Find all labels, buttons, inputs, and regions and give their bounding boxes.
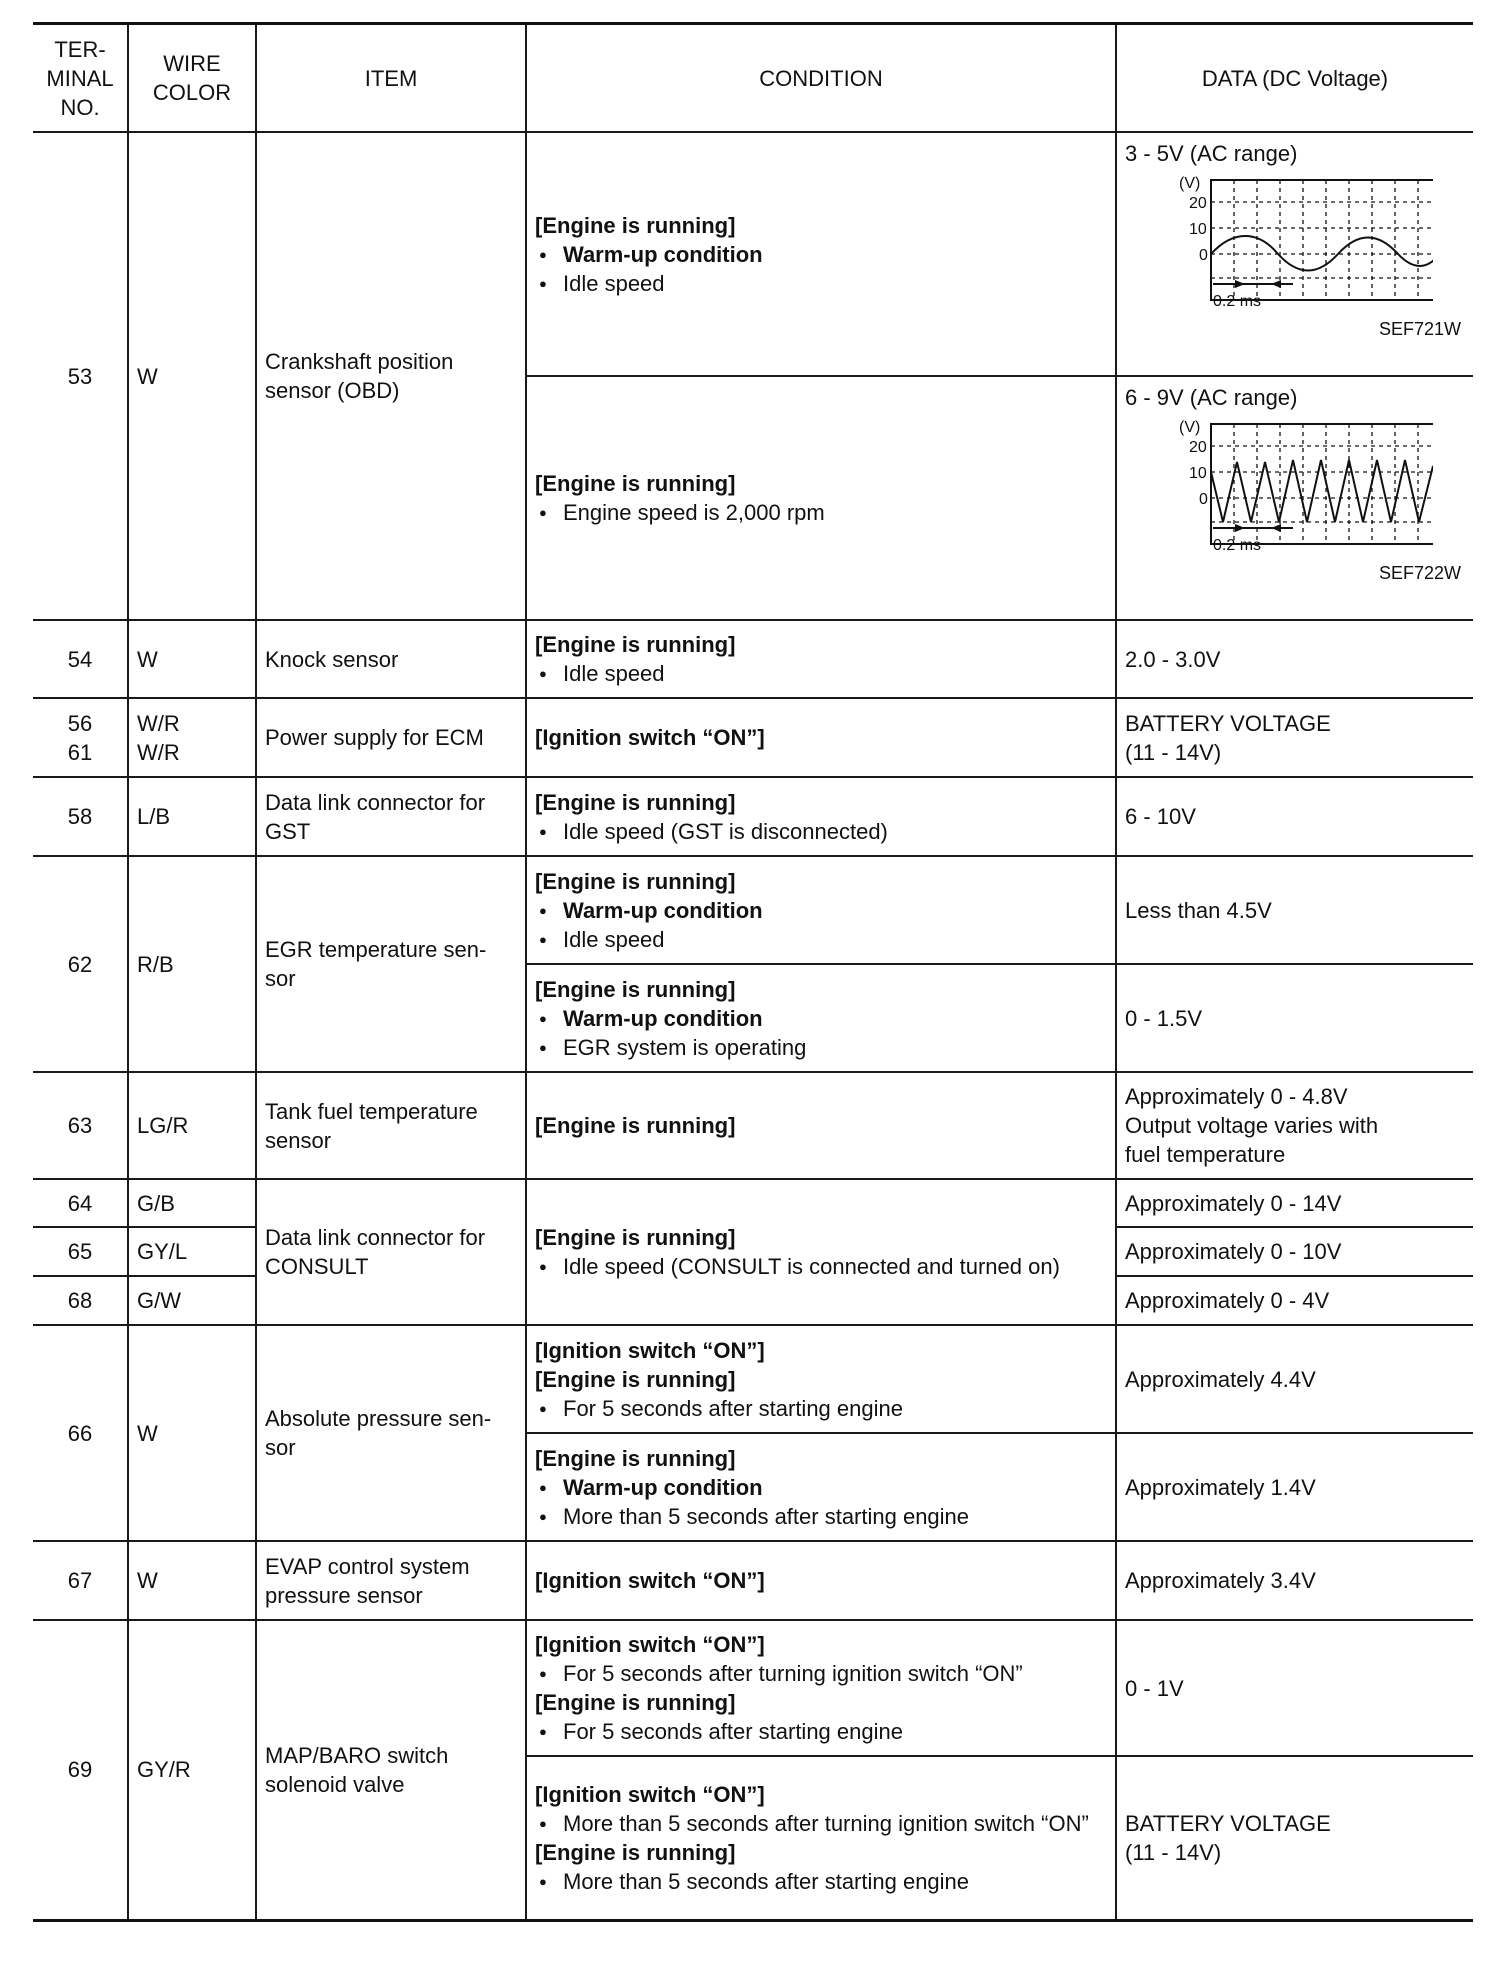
terminal-65: 65 xyxy=(33,1227,128,1276)
condition: [Engine is running] ● Warm-up condition ● More than 5 seconds after starting engine xyxy=(526,1433,1116,1541)
terminal-66: 66 xyxy=(33,1325,128,1541)
terminal-58: 58 xyxy=(33,777,128,856)
wire-color: R/B xyxy=(128,856,256,1072)
svg-text:0.2 ms: 0.2 ms xyxy=(1213,293,1262,310)
table-row xyxy=(33,1620,1473,1756)
terminal-56-61: 56 61 xyxy=(33,698,128,777)
data-value: Approximately 4.4V xyxy=(1116,1325,1473,1433)
wire-color: W xyxy=(128,620,256,698)
wire-color: G/B xyxy=(128,1179,256,1227)
svg-text:0: 0 xyxy=(1199,247,1208,264)
table-row xyxy=(33,777,1473,856)
condition: [Engine is running] ● Warm-up condition ● Idle speed xyxy=(526,132,1116,376)
terminal-64: 64 xyxy=(33,1179,128,1227)
oscilloscope-waveform-icon xyxy=(1153,416,1433,562)
item: Crankshaft position sensor (OBD) xyxy=(256,132,526,620)
data-value: Approximately 0 - 10V xyxy=(1116,1227,1473,1276)
table-row xyxy=(33,620,1473,698)
data-value: Approximately 3.4V xyxy=(1116,1541,1473,1620)
svg-text:10: 10 xyxy=(1189,221,1207,238)
svg-text:0.2 ms: 0.2 ms xyxy=(1213,537,1262,554)
table-row xyxy=(33,1179,1473,1227)
wire-color: GY/L xyxy=(128,1227,256,1276)
item: Data link connector for GST xyxy=(256,777,526,856)
wire-color: W xyxy=(128,1325,256,1541)
item: Power supply for ECM xyxy=(256,698,526,777)
condition: [Ignition switch “ON”] ● More than 5 seconds after turning ignition switch “ON” [Engine is running] ● More than 5 seconds after starting engine xyxy=(526,1756,1116,1920)
header-data: DATA (DC Voltage) xyxy=(1116,24,1473,133)
terminal-68: 68 xyxy=(33,1276,128,1325)
figure-code: SEF722W xyxy=(1378,563,1461,583)
condition: [Engine is running] ● Engine speed is 2,000 rpm xyxy=(526,376,1116,620)
svg-text:0: 0 xyxy=(1199,491,1208,508)
table-row xyxy=(33,698,1473,777)
condition: [Engine is running] ● Warm-up condition ● EGR system is operating xyxy=(526,964,1116,1072)
item: Data link connector for CONSULT xyxy=(256,1179,526,1325)
oscilloscope-waveform-icon xyxy=(1153,172,1433,318)
wire-color: LG/R xyxy=(128,1072,256,1179)
wire-color: G/W xyxy=(128,1276,256,1325)
wire-color: W xyxy=(128,1541,256,1620)
table-row xyxy=(33,1325,1473,1433)
table-row xyxy=(33,1072,1473,1179)
svg-text:(V): (V) xyxy=(1179,175,1201,192)
svg-text:20: 20 xyxy=(1189,195,1207,212)
svg-text:(V): (V) xyxy=(1179,419,1201,436)
data-value: Approximately 0 - 4.8V Output voltage varies with fuel temperature xyxy=(1116,1072,1473,1179)
data-value: 0 - 1.5V xyxy=(1116,964,1473,1072)
item: EGR temperature sen- sor xyxy=(256,856,526,1072)
data-value: 0 - 1V xyxy=(1116,1620,1473,1756)
terminal-69: 69 xyxy=(33,1620,128,1920)
item: Tank fuel temperature sensor xyxy=(256,1072,526,1179)
data-value: 6 - 9V (AC range) xyxy=(1125,385,1298,410)
condition: [Ignition switch “ON”] [Engine is running] ● For 5 seconds after starting engine xyxy=(526,1325,1116,1433)
data-waveform xyxy=(1116,132,1473,376)
condition: [Ignition switch “ON”] xyxy=(526,1541,1116,1620)
terminal-63: 63 xyxy=(33,1072,128,1179)
terminal-53: 53 xyxy=(33,132,128,620)
figure-code: SEF721W xyxy=(1378,319,1461,339)
wire-color: L/B xyxy=(128,777,256,856)
table-row xyxy=(33,132,1473,376)
svg-text:10: 10 xyxy=(1189,465,1207,482)
wire-color: W/R W/R xyxy=(128,698,256,777)
data-value: 6 - 10V xyxy=(1116,777,1473,856)
condition: [Engine is running] ● Idle speed xyxy=(526,620,1116,698)
header-condition: CONDITION xyxy=(526,24,1116,133)
table-row xyxy=(33,1541,1473,1620)
data-value: 3 - 5V (AC range) xyxy=(1125,141,1298,166)
item: MAP/BARO switch solenoid valve xyxy=(256,1620,526,1920)
wire-color: W xyxy=(128,132,256,620)
data-value: BATTERY VOLTAGE (11 - 14V) xyxy=(1116,1756,1473,1920)
header-wire-color: WIRE COLOR xyxy=(128,24,256,133)
data-waveform xyxy=(1116,376,1473,620)
condition: [Engine is running] xyxy=(526,1072,1116,1179)
condition: [Engine is running] ● Warm-up condition ● Idle speed xyxy=(526,856,1116,964)
data-value: Less than 4.5V xyxy=(1116,856,1473,964)
data-value: BATTERY VOLTAGE (11 - 14V) xyxy=(1116,698,1473,777)
header-terminal: TER- MINAL NO. xyxy=(33,24,128,133)
svg-text:20: 20 xyxy=(1189,439,1207,456)
data-value: Approximately 0 - 4V xyxy=(1116,1276,1473,1325)
header-row xyxy=(33,24,1473,133)
header-item: ITEM xyxy=(256,24,526,133)
terminal-67: 67 xyxy=(33,1541,128,1620)
item: Knock sensor xyxy=(256,620,526,698)
data-value: Approximately 0 - 14V xyxy=(1116,1179,1473,1227)
condition: [Ignition switch “ON”] xyxy=(526,698,1116,777)
condition: [Ignition switch “ON”] ● For 5 seconds after turning ignition switch “ON” [Engine is running] ● For 5 seconds after starting engine xyxy=(526,1620,1116,1756)
item: EVAP control system pressure sensor xyxy=(256,1541,526,1620)
data-value: Approximately 1.4V xyxy=(1116,1433,1473,1541)
condition: [Engine is running] ● Idle speed (CONSULT is connected and turned on) xyxy=(526,1179,1116,1325)
ecm-terminal-table xyxy=(33,22,1473,1922)
terminal-62: 62 xyxy=(33,856,128,1072)
condition: [Engine is running] ● Idle speed (GST is disconnected) xyxy=(526,777,1116,856)
wire-color: GY/R xyxy=(128,1620,256,1920)
data-value: 2.0 - 3.0V xyxy=(1116,620,1473,698)
item: Absolute pressure sen- sor xyxy=(256,1325,526,1541)
table-row xyxy=(33,856,1473,964)
terminal-54: 54 xyxy=(33,620,128,698)
